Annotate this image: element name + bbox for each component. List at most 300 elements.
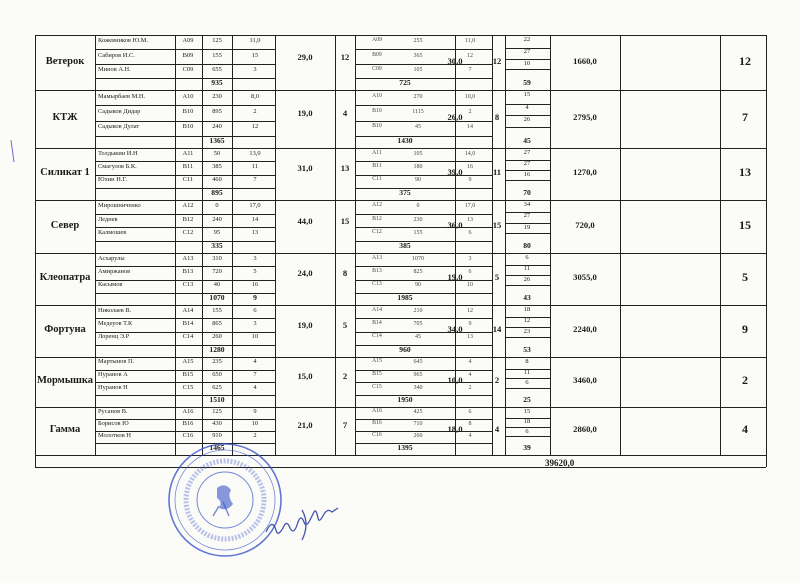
- place-sum-item: 27: [523, 149, 531, 156]
- final-place: 15: [739, 217, 751, 232]
- grand-total-border-right: [766, 455, 767, 467]
- final-place: 13: [739, 165, 751, 179]
- place-sum-total: 39: [523, 443, 531, 452]
- row-line-p2-3-1: [355, 214, 492, 215]
- round1-place: 11: [251, 163, 259, 170]
- round2-code: C09: [372, 65, 382, 72]
- round1-rank: 15: [340, 215, 350, 226]
- row-line-p1-2-1: [95, 161, 275, 162]
- round1-catch: 385: [212, 163, 222, 170]
- pen-mark: [10, 140, 16, 162]
- column-line-0: [95, 35, 96, 455]
- round1-catch: 125: [212, 408, 222, 415]
- row-line-p2-3-2: [355, 227, 492, 228]
- place-sum-item: 6: [525, 379, 529, 386]
- round1-place: 8,0: [251, 92, 259, 100]
- round2-code: C11: [372, 176, 382, 183]
- place-sum-item: 26: [523, 276, 531, 283]
- column-line-7: [620, 35, 621, 455]
- round1-place: 16: [251, 281, 259, 289]
- round1-rank: 8: [342, 268, 348, 278]
- round1-catch: 310: [212, 254, 222, 262]
- round2-place: 4: [468, 359, 472, 366]
- row-line-p2-1-3: [355, 136, 492, 137]
- total-points: 1270,0: [573, 167, 597, 177]
- place-sum-item: 18: [523, 306, 531, 313]
- participant-code: B13: [182, 268, 194, 275]
- round2-place: 16: [467, 164, 473, 170]
- participant-code: A14: [182, 306, 194, 314]
- row-line-sub-4-3: [505, 285, 550, 286]
- round1-rank: 7: [342, 420, 348, 430]
- participant-code: B12: [182, 215, 194, 223]
- round2-total: 725: [399, 78, 411, 87]
- round2-points: 18,0: [447, 424, 463, 434]
- round1-place: 6: [253, 306, 257, 314]
- round1-place: 4: [253, 383, 257, 391]
- place-sum-item: 15: [523, 91, 531, 98]
- team-separator-7: [35, 407, 766, 408]
- row-line-p1-5-2: [95, 332, 275, 333]
- round1-catch: 655: [212, 65, 222, 73]
- round1-catch: 235: [212, 358, 222, 366]
- round2-catch: 965: [413, 372, 423, 378]
- round1-catch: 910: [212, 432, 222, 439]
- round1-rank: 5: [342, 320, 348, 330]
- round1-points: 24,0: [297, 268, 313, 278]
- participant-name: Русанов В.: [98, 408, 128, 415]
- place-sum-item: 8: [525, 358, 529, 365]
- participant-name: Толдыкин И.Н: [98, 149, 138, 157]
- row-line-p1-4-1: [95, 266, 275, 267]
- round1-catch: 125: [212, 37, 222, 45]
- final-place: 5: [742, 270, 748, 284]
- round2-place: 6: [468, 230, 472, 237]
- round2-catch: 90: [415, 282, 421, 289]
- participant-name: Асхарулы: [98, 254, 125, 262]
- row-line-sub-0-3: [505, 69, 550, 70]
- round2-total: 1395: [397, 443, 413, 452]
- row-line-p2-2-1: [355, 161, 492, 162]
- row-line-p1-5-3: [95, 345, 275, 346]
- round2-catch: 645: [413, 359, 423, 366]
- round1-total: 895: [211, 188, 223, 197]
- place-sum-item: 19: [523, 223, 531, 231]
- row-line-p1-1-2: [95, 121, 275, 122]
- round2-catch: 45: [415, 124, 421, 131]
- round2-place: 6: [468, 409, 472, 415]
- place-sum-item: 34: [523, 201, 531, 208]
- round2-total: 1950: [397, 395, 413, 404]
- round2-code: A09: [372, 37, 382, 44]
- round2-catch: 210: [413, 307, 423, 314]
- round2-code: C16: [372, 432, 382, 438]
- round1-rank: 4: [342, 108, 348, 118]
- place-sum-total: 25: [523, 395, 531, 404]
- round2-points: 34,0: [447, 324, 463, 334]
- round2-catch: 180: [413, 164, 423, 170]
- round2-catch: 105: [413, 150, 423, 157]
- round1-catch: 230: [212, 92, 222, 100]
- participant-code: A12: [182, 201, 194, 209]
- round1-place: 10: [251, 420, 259, 427]
- row-line-p1-4-3: [95, 293, 275, 294]
- round2-catch: 340: [413, 384, 423, 391]
- round2-code: A11: [372, 149, 382, 156]
- final-place: 12: [739, 53, 751, 68]
- round1-catch: 155: [212, 306, 222, 314]
- round2-place: 13: [467, 216, 473, 223]
- row-line-p1-0-2: [95, 64, 275, 65]
- round2-code: A14: [372, 306, 382, 313]
- round2-code: A15: [372, 358, 382, 365]
- round1-place: 12: [251, 123, 259, 131]
- row-line-p1-0-3: [95, 78, 275, 79]
- round1-catch: 155: [212, 51, 222, 59]
- signature: [262, 500, 357, 545]
- round1-catch: 240: [212, 215, 222, 223]
- participant-code: B10: [182, 108, 194, 115]
- participant-name: Молотков Н: [98, 432, 131, 439]
- team-separator-2: [35, 148, 766, 149]
- round2-place: 8: [468, 421, 472, 427]
- place-sum-item: 12: [523, 317, 531, 324]
- participant-name: Мартынов П.: [98, 358, 135, 366]
- row-line-p2-5-2: [355, 332, 492, 333]
- round2-code: B12: [372, 215, 382, 222]
- row-line-p2-4-3: [355, 293, 492, 294]
- round1-place: 7: [253, 176, 257, 184]
- round2-code: A12: [372, 201, 382, 208]
- round2-place: 14: [467, 124, 473, 131]
- round2-place: 10,0: [464, 93, 476, 100]
- round1-place: 13: [251, 229, 259, 237]
- round2-catch: 710: [413, 421, 423, 427]
- participant-code: A15: [182, 358, 194, 366]
- column-line-4: [492, 35, 493, 455]
- place-sum-item: 6: [525, 254, 529, 261]
- place-sum-item: 11: [523, 265, 531, 272]
- participant-name: Борисов Ю: [98, 420, 129, 427]
- thin-column-line-2: [232, 35, 233, 455]
- round2-place: 4: [468, 372, 472, 378]
- participant-name: Нуранов Н: [98, 383, 128, 391]
- round2-place: 10: [467, 282, 473, 289]
- round2-code: B11: [372, 163, 382, 169]
- participant-code: C09: [182, 65, 194, 73]
- row-line-p1-3-1: [95, 214, 275, 215]
- round2-catch: 270: [413, 93, 423, 100]
- round2-place: 17,0: [464, 202, 476, 209]
- participant-name: Лоренц Э.Р: [98, 333, 130, 341]
- round1-catch: 865: [212, 320, 222, 327]
- thin-column-line-0: [175, 35, 176, 455]
- round1-rank: 12: [340, 51, 350, 62]
- participant-code: B15: [182, 371, 194, 378]
- round2-rank: 2: [494, 375, 500, 385]
- row-line-p1-3-3: [95, 241, 275, 242]
- participant-name: Касымов: [98, 281, 123, 289]
- round1-place: 9: [253, 408, 257, 415]
- round2-place: 4: [468, 433, 472, 439]
- participant-code: C11: [182, 176, 194, 184]
- round2-catch: 90: [415, 177, 421, 184]
- round1-catch: 625: [212, 383, 222, 391]
- total-points: 3460,0: [573, 375, 597, 385]
- round2-points: 39,0: [447, 167, 463, 177]
- round1-catch: 460: [212, 176, 222, 184]
- participant-name: Мирошниченко: [98, 201, 141, 209]
- round1-points: 19,0: [297, 320, 313, 330]
- place-sum-item: 10: [523, 59, 531, 67]
- grand-total-border-left: [35, 455, 36, 467]
- team-separator-5: [35, 305, 766, 306]
- round1-points: 21,0: [297, 420, 313, 430]
- place-sum-total: 59: [523, 78, 531, 87]
- round2-total: 960: [399, 345, 411, 354]
- round1-place: 3: [253, 320, 257, 327]
- round2-total: 1430: [397, 136, 413, 145]
- thin-column-line-1: [202, 35, 203, 455]
- round1-total: 335: [211, 241, 223, 250]
- row-line-p1-0-1: [95, 49, 275, 50]
- final-place: 9: [742, 322, 748, 336]
- row-line-p2-0-1: [355, 49, 492, 50]
- place-sum-item: 4: [525, 103, 529, 111]
- row-line-p1-1-3: [95, 136, 275, 137]
- participant-code: C15: [182, 383, 194, 391]
- row-line-sub-2-3: [505, 180, 550, 181]
- round2-total: 1985: [397, 293, 413, 302]
- round2-code: B09: [372, 51, 382, 58]
- team-name: Мормышка: [36, 375, 94, 386]
- participant-name: Садыков Дулат: [98, 123, 140, 131]
- participant-code: A13: [182, 254, 194, 262]
- participant-name: Кожевников Ю.М.: [98, 37, 149, 45]
- row-line-p2-6-3: [355, 395, 492, 396]
- round1-total: 1365: [209, 136, 225, 145]
- round2-catch: 0: [416, 202, 420, 209]
- participant-name: Мамырбаев М.Н.: [98, 92, 146, 100]
- round2-code: B10: [372, 123, 382, 130]
- participant-code: B16: [182, 420, 194, 427]
- team-name: Гамма: [49, 424, 81, 435]
- round2-place: 9: [468, 321, 472, 327]
- round1-total: 1070: [209, 293, 225, 302]
- row-line-p1-6-3: [95, 395, 275, 396]
- round2-points: 10,0: [447, 375, 463, 385]
- table-border-right: [766, 35, 767, 455]
- participant-name: Смагулов Б.К.: [98, 163, 137, 170]
- place-sum-item: 27: [523, 160, 531, 167]
- place-sum-item: 18: [523, 418, 531, 425]
- round1-points: 19,0: [297, 108, 313, 118]
- row-line-p2-3-3: [355, 241, 492, 242]
- round1-points: 44,0: [297, 215, 313, 226]
- row-line-p2-1-1: [355, 105, 492, 106]
- row-line-p1-1-1: [95, 105, 275, 106]
- total-points: 3055,0: [573, 272, 597, 282]
- participant-name: Николаев В.: [98, 306, 132, 314]
- participant-name: Садыков Дидар: [98, 108, 141, 115]
- place-sum-item: 15: [523, 408, 531, 415]
- round1-catch: 240: [212, 123, 222, 131]
- round1-catch: 720: [212, 268, 222, 275]
- row-line-sub-1-3: [505, 127, 550, 128]
- round2-rank: 15: [492, 219, 502, 230]
- row-line-p1-3-2: [95, 227, 275, 228]
- round1-place: 15: [251, 51, 259, 59]
- round2-code: B15: [372, 371, 382, 377]
- round2-catch: 45: [415, 334, 421, 341]
- participant-name: Минов А.Н.: [98, 65, 131, 73]
- round2-rank: 8: [494, 112, 500, 122]
- row-line-p1-2-3: [95, 188, 275, 189]
- round1-points: 31,0: [297, 163, 313, 173]
- round2-total: 375: [399, 188, 411, 197]
- round1-place: 3: [253, 65, 257, 73]
- participant-code: A10: [182, 92, 194, 100]
- column-line-8: [720, 35, 721, 455]
- round2-code: B16: [372, 420, 382, 426]
- round2-place: 3: [468, 255, 472, 262]
- row-line-p2-4-2: [355, 280, 492, 281]
- round2-place: 2: [468, 384, 472, 391]
- participant-code: B09: [182, 51, 194, 59]
- participant-name: Нуранов А: [98, 371, 128, 378]
- round2-catch: 425: [413, 409, 423, 415]
- column-line-6: [550, 35, 551, 455]
- team-name: Клеопатра: [39, 272, 91, 283]
- row-line-p1-4-2: [95, 280, 275, 281]
- team-name: Ветерок: [45, 55, 85, 67]
- place-sum-item: 23: [523, 328, 531, 335]
- round1-total-extra: 9: [253, 293, 257, 302]
- row-line-p2-4-1: [355, 266, 492, 267]
- row-line-p2-5-3: [355, 345, 492, 346]
- round1-place: 2: [253, 108, 257, 115]
- team-name: Север: [50, 219, 80, 231]
- round1-place: 5: [253, 268, 257, 275]
- round1-catch: 50: [213, 149, 221, 157]
- round2-rank: 14: [492, 324, 502, 334]
- round1-catch: 430: [212, 420, 222, 427]
- round1-total: 1465: [209, 443, 225, 452]
- participant-code: C13: [182, 281, 194, 289]
- round2-code: C12: [372, 229, 382, 236]
- round2-catch: 255: [413, 38, 423, 45]
- round1-points: 15,0: [297, 371, 313, 381]
- round1-catch: 95: [213, 229, 221, 237]
- place-sum-item: 26: [523, 116, 531, 123]
- team-name: Фортуна: [44, 324, 86, 335]
- round2-code: C15: [372, 383, 382, 390]
- row-line-sub-7-3: [505, 436, 550, 437]
- round2-points: 30,0: [447, 55, 463, 66]
- column-line-5: [505, 35, 506, 455]
- participant-code: A16: [182, 408, 194, 415]
- round2-code: B13: [372, 268, 382, 274]
- place-sum-total: 53: [523, 345, 531, 354]
- place-sum-item: 6: [525, 428, 529, 435]
- grand-total: 39620,0: [545, 458, 575, 468]
- round2-catch: 155: [413, 230, 423, 237]
- team-separator-6: [35, 357, 766, 358]
- total-points: 2860,0: [573, 424, 597, 434]
- round1-points: 29,0: [297, 51, 313, 62]
- total-points: 2795,0: [573, 112, 597, 122]
- participant-code: B14: [182, 320, 194, 327]
- round2-rank: 5: [494, 272, 500, 282]
- round2-place: 2: [468, 109, 472, 115]
- participant-code: C12: [182, 229, 194, 237]
- round1-place: 3: [253, 254, 257, 262]
- round2-code: A13: [372, 254, 382, 261]
- row-line-p1-2-2: [95, 175, 275, 176]
- round1-place: 10: [251, 333, 259, 341]
- round2-points: 19,0: [447, 272, 463, 282]
- table-border-left: [35, 35, 36, 455]
- round1-place: 17,0: [249, 201, 261, 209]
- round2-total: 385: [399, 241, 411, 250]
- place-sum-item: 11: [523, 368, 531, 376]
- row-line-p2-2-2: [355, 175, 492, 176]
- team-separator-1: [35, 90, 766, 91]
- table-border-top: [35, 35, 766, 36]
- row-line-p2-5-1: [355, 318, 492, 319]
- round2-points: 26,0: [447, 112, 463, 122]
- row-line-sub-5-3: [505, 337, 550, 338]
- round1-catch: 0: [215, 201, 219, 209]
- row-line-sub-6-3: [505, 388, 550, 389]
- round1-place: 14: [251, 215, 259, 223]
- place-sum-total: 80: [523, 241, 531, 250]
- round2-catch: 1115: [412, 109, 424, 115]
- team-separator-4: [35, 253, 766, 254]
- final-place: 7: [742, 110, 748, 124]
- column-line-2: [335, 35, 336, 455]
- total-points: 2240,0: [573, 324, 597, 334]
- team-name: КТЖ: [52, 112, 78, 123]
- round1-place: 13,0: [249, 149, 261, 157]
- row-line-p2-1-2: [355, 121, 492, 122]
- place-sum-item: 22: [523, 36, 531, 43]
- round2-place: 6: [468, 269, 472, 275]
- round2-place: 12: [467, 52, 473, 59]
- round2-catch: 825: [413, 269, 423, 275]
- participant-code: A09: [182, 37, 194, 45]
- participant-name: Юхин Н.Г.: [98, 176, 127, 184]
- round2-rank: 12: [492, 55, 502, 66]
- round2-code: C13: [372, 281, 382, 288]
- round1-place: 2: [253, 432, 257, 439]
- round1-place: 11,0: [249, 37, 261, 45]
- round2-code: B14: [372, 320, 382, 326]
- place-sum-item: 27: [523, 47, 531, 55]
- place-sum-total: 43: [523, 293, 531, 302]
- final-place: 2: [742, 373, 748, 387]
- round2-catch: 105: [413, 66, 423, 73]
- round2-catch: 705: [413, 321, 423, 327]
- column-line-1: [275, 35, 276, 455]
- place-sum-item: 16: [523, 171, 531, 178]
- round2-rank: 11: [492, 167, 502, 177]
- participant-name: Медеуов Т.К: [98, 320, 133, 327]
- round2-place: 14,0: [464, 150, 476, 157]
- participant-name: Леднев: [98, 215, 118, 223]
- round1-place: 7: [253, 371, 257, 378]
- round1-rank: 2: [342, 371, 348, 381]
